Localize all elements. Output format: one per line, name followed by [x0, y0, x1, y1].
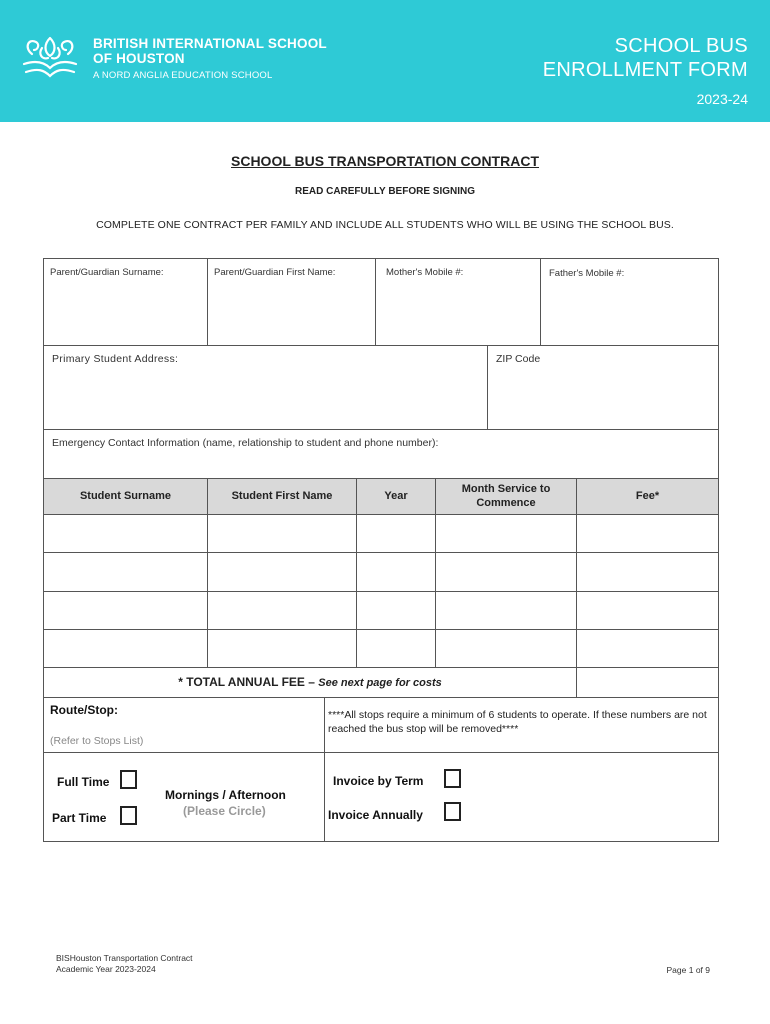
primary-address-field[interactable] [43, 345, 488, 430]
school-subtitle: A NORD ANGLIA EDUCATION SCHOOL [93, 70, 273, 81]
route-stop-label: Route/Stop: [50, 703, 118, 717]
footer-info [56, 953, 193, 975]
parent-surname-label: Parent/Guardian Surname: [50, 267, 164, 278]
father-mobile-label: Father's Mobile #: [549, 268, 625, 279]
col-header-fee-label: Fee* [635, 490, 660, 502]
col-header-year [356, 478, 436, 515]
student-month-cell[interactable] [435, 629, 577, 668]
col-header-student-first-name [207, 478, 357, 515]
col-header-year-label: Year [384, 490, 408, 502]
student-first-name-cell[interactable] [207, 591, 357, 630]
page-number: Page 1 of 9 [666, 965, 710, 975]
footer-line2: Academic Year 2023-2024 [56, 964, 156, 974]
student-fee-cell[interactable] [576, 514, 719, 553]
student-fee-cell[interactable] [576, 552, 719, 592]
parent-surname-field[interactable] [43, 258, 208, 346]
total-annual-fee-label: * TOTAL ANNUAL FEE – [178, 675, 315, 689]
student-fee-cell[interactable] [576, 591, 719, 630]
student-year-cell[interactable] [356, 552, 436, 592]
school-name [93, 36, 327, 66]
route-stop-field[interactable] [43, 697, 325, 753]
stops-note: ****All stops require a minimum of 6 students to operate. If these numbers are not reached the bus stop will be removed**** [328, 709, 707, 735]
student-year-cell[interactable] [356, 591, 436, 630]
form-year: 2023-24 [696, 91, 748, 107]
school-name-line2: OF HOUSTON [93, 51, 185, 66]
student-surname-cell[interactable] [43, 591, 208, 630]
contract-title: SCHOOL BUS TRANSPORTATION CONTRACT [231, 153, 539, 169]
col-header-fee [576, 478, 719, 515]
enrollment-form [43, 258, 719, 842]
primary-address-label: Primary Student Address: [52, 353, 179, 365]
invoice-annually-checkbox[interactable] [444, 802, 461, 821]
complete-note: COMPLETE ONE CONTRACT PER FAMILY AND INCLUDE ALL STUDENTS WHO WILL BE USING THE SCHOOL BUS. [96, 219, 674, 231]
parent-first-name-label: Parent/Guardian First Name: [214, 267, 336, 278]
read-note: READ CAREFULLY BEFORE SIGNING [294, 186, 476, 197]
col-header-month-service-label: Month Service to Commence [461, 483, 551, 509]
mornings-afternoon-label[interactable]: Mornings / Afternoon [165, 788, 286, 802]
total-annual-fee-note: See next page for costs [318, 677, 442, 689]
student-first-name-cell[interactable] [207, 552, 357, 592]
parent-first-name-field[interactable] [207, 258, 376, 346]
student-surname-cell[interactable] [43, 629, 208, 668]
footer-line1: BISHouston Transportation Contract [56, 953, 193, 963]
header-banner [0, 0, 770, 122]
student-month-cell[interactable] [435, 552, 577, 592]
total-annual-fee-label-cell [43, 667, 577, 698]
emergency-contact-field[interactable] [43, 429, 719, 479]
student-month-cell[interactable] [435, 591, 577, 630]
mother-mobile-label: Mother's Mobile #: [386, 267, 464, 278]
emergency-contact-label: Emergency Contact Information (name, relationship to student and phone number): [52, 437, 439, 449]
full-time-checkbox[interactable] [120, 770, 137, 789]
col-header-student-surname-label: Student Surname [79, 490, 172, 502]
form-title-line1: SCHOOL BUS [614, 35, 748, 57]
student-first-name-cell[interactable] [207, 629, 357, 668]
col-header-month-service [435, 478, 577, 515]
form-title [543, 34, 748, 82]
student-month-cell[interactable] [435, 514, 577, 553]
school-name-line1: BRITISH INTERNATIONAL SCHOOL [93, 36, 327, 51]
invoice-annually-label: Invoice Annually [328, 808, 423, 822]
stops-note-cell [324, 697, 719, 753]
invoice-options-cell [324, 752, 719, 842]
mother-mobile-field[interactable] [375, 258, 541, 346]
please-circle-label: (Please Circle) [183, 804, 266, 818]
part-time-label: Part Time [52, 811, 107, 825]
student-surname-cell[interactable] [43, 552, 208, 592]
full-time-label: Full Time [57, 775, 110, 789]
service-options-cell [43, 752, 325, 842]
invoice-term-checkbox[interactable] [444, 769, 461, 788]
student-year-cell[interactable] [356, 629, 436, 668]
crest-logo-icon [20, 34, 80, 82]
col-header-student-first-name-label: Student First Name [231, 490, 333, 502]
zip-code-label: ZIP Code [496, 353, 541, 365]
student-fee-cell[interactable] [576, 629, 719, 668]
invoice-term-label: Invoice by Term [333, 774, 424, 788]
father-mobile-field[interactable] [540, 258, 719, 346]
zip-code-field[interactable] [487, 345, 719, 430]
total-annual-fee-field[interactable] [576, 667, 719, 698]
part-time-checkbox[interactable] [120, 806, 137, 825]
student-first-name-cell[interactable] [207, 514, 357, 553]
form-title-line2: ENROLLMENT FORM [542, 59, 748, 81]
col-header-student-surname [43, 478, 208, 515]
student-surname-cell[interactable] [43, 514, 208, 553]
route-stop-hint: (Refer to Stops List) [50, 735, 144, 747]
total-annual-fee-text [44, 675, 576, 689]
student-year-cell[interactable] [356, 514, 436, 553]
